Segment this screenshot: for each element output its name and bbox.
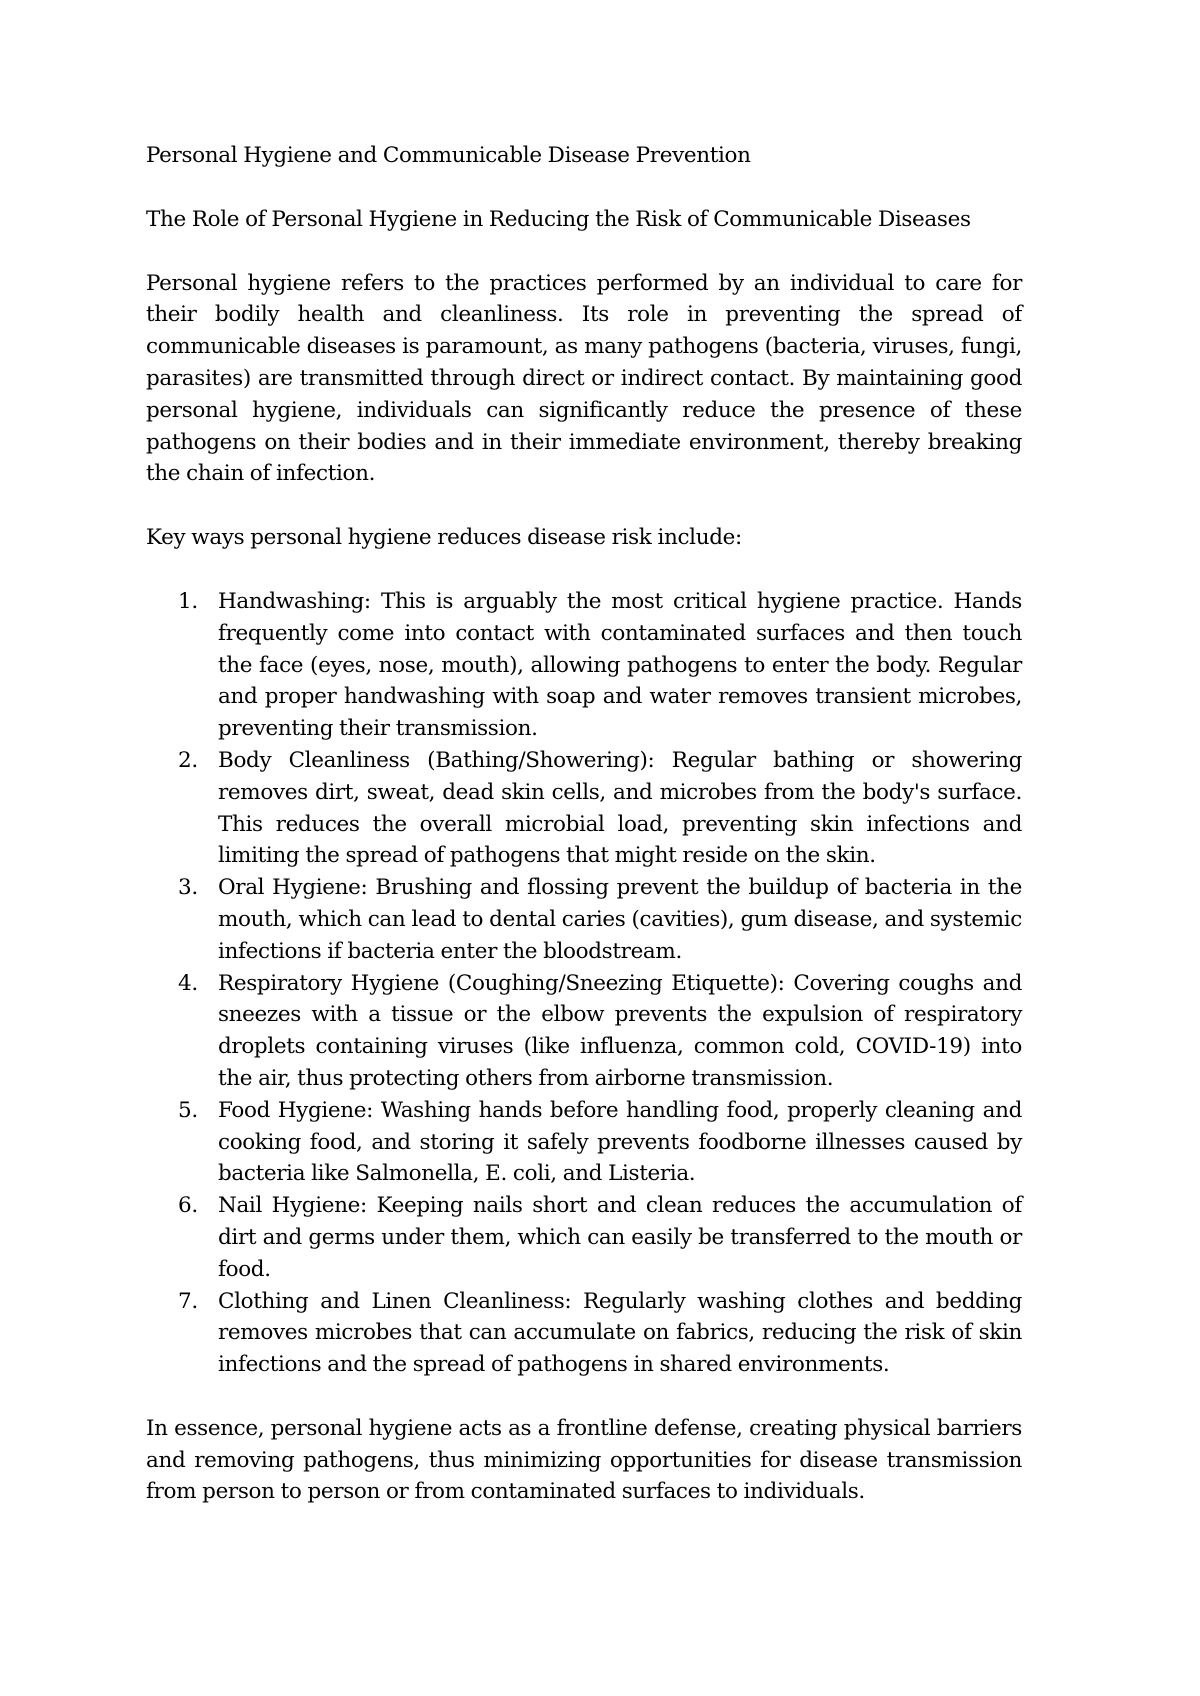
list-item-text: Clothing and Linen Cleanliness: Regularly washing clothes and bedding removes microbes that can accumulate on fabrics, reducing the risk of skin infections and the spread of pathogens in shared environments. (218, 1288, 1022, 1378)
list-item-number: 5. (178, 1097, 198, 1123)
list-item-text: Body Cleanliness (Bathing/Showering): Regular bathing or showering removes dirt, sweat, dead skin cells, and microbes from the body's surface. This reduces the overall microbial load, preventing skin infections and limiting the spread of pathogens that might reside on the skin. (218, 747, 1022, 869)
list-item (178, 872, 1022, 967)
hygiene-practices-list (146, 586, 1022, 1381)
document-title: Personal Hygiene and Communicable Disease Prevention (146, 143, 751, 168)
document-subtitle: The Role of Personal Hygiene in Reducing the Risk of Communicable Diseases (146, 206, 971, 232)
list-item (178, 1286, 1022, 1381)
list-item (178, 968, 1022, 1095)
list-item (178, 586, 1022, 745)
conclusion-paragraph: In essence, personal hygiene acts as a frontline defense, creating physical barriers and removing pathogens, thus minimizing opportunities for disease transmission from person to person or from contaminated surfaces to individuals. (146, 1415, 1022, 1505)
intro-paragraph: Personal hygiene refers to the practices performed by an individual to care for their bodily health and cleanliness. Its role in preventing the spread of communicable diseases is paramount, as many pathogens (bacteria, viruses, fungi, parasites) are transmitted through direct or indirect contact. By maintaining good personal hygiene, individuals can significantly reduce the presence of these pathogens on their bodies and in their immediate environment, thereby breaking the chain of infection. (146, 270, 1022, 487)
document-page (146, 140, 1022, 1508)
list-item-text: Respiratory Hygiene (Coughing/Sneezing Etiquette): Covering coughs and sneezes with a tissue or the elbow prevents the expulsion of respiratory droplets containing viruses (like influenza, common cold, COVID-19) into the air, thus protecting others from airborne transmission. (218, 970, 1022, 1091)
list-item (178, 1095, 1022, 1190)
list-item-number: 2. (178, 747, 198, 773)
list-item-number: 7. (178, 1288, 198, 1314)
list-item-number: 6. (178, 1193, 198, 1219)
list-item-text: Food Hygiene: Washing hands before handling food, properly cleaning and cooking food, and storing it safely prevents foodborne illnesses caused by bacteria like Salmonella, E. coli, and Listeria. (218, 1097, 1022, 1187)
list-item (178, 1190, 1022, 1285)
list-item-text: Nail Hygiene: Keeping nails short and clean reduces the accumulation of dirt and germs under them, which can easily be transferred to the mouth or food. (218, 1193, 1022, 1282)
list-item-number: 4. (178, 970, 198, 996)
list-item-text: Handwashing: This is arguably the most critical hygiene practice. Hands frequently come into contact with contaminated surfaces and then touch the face (eyes, nose, mouth), allowing pathogens to enter the body. Regular and proper handwashing with soap and water removes transient microbes, preventing their transmission. (218, 588, 1022, 742)
list-item-text: Oral Hygiene: Brushing and flossing prevent the buildup of bacteria in the mouth, which can lead to dental caries (cavities), gum disease, and systemic infections if bacteria enter the bloodstream. (218, 875, 1022, 964)
list-lead-in: Key ways personal hygiene reduces disease risk include: (146, 525, 742, 551)
list-item (178, 745, 1022, 872)
list-item-number: 3. (178, 875, 198, 901)
list-item-number: 1. (178, 588, 198, 614)
